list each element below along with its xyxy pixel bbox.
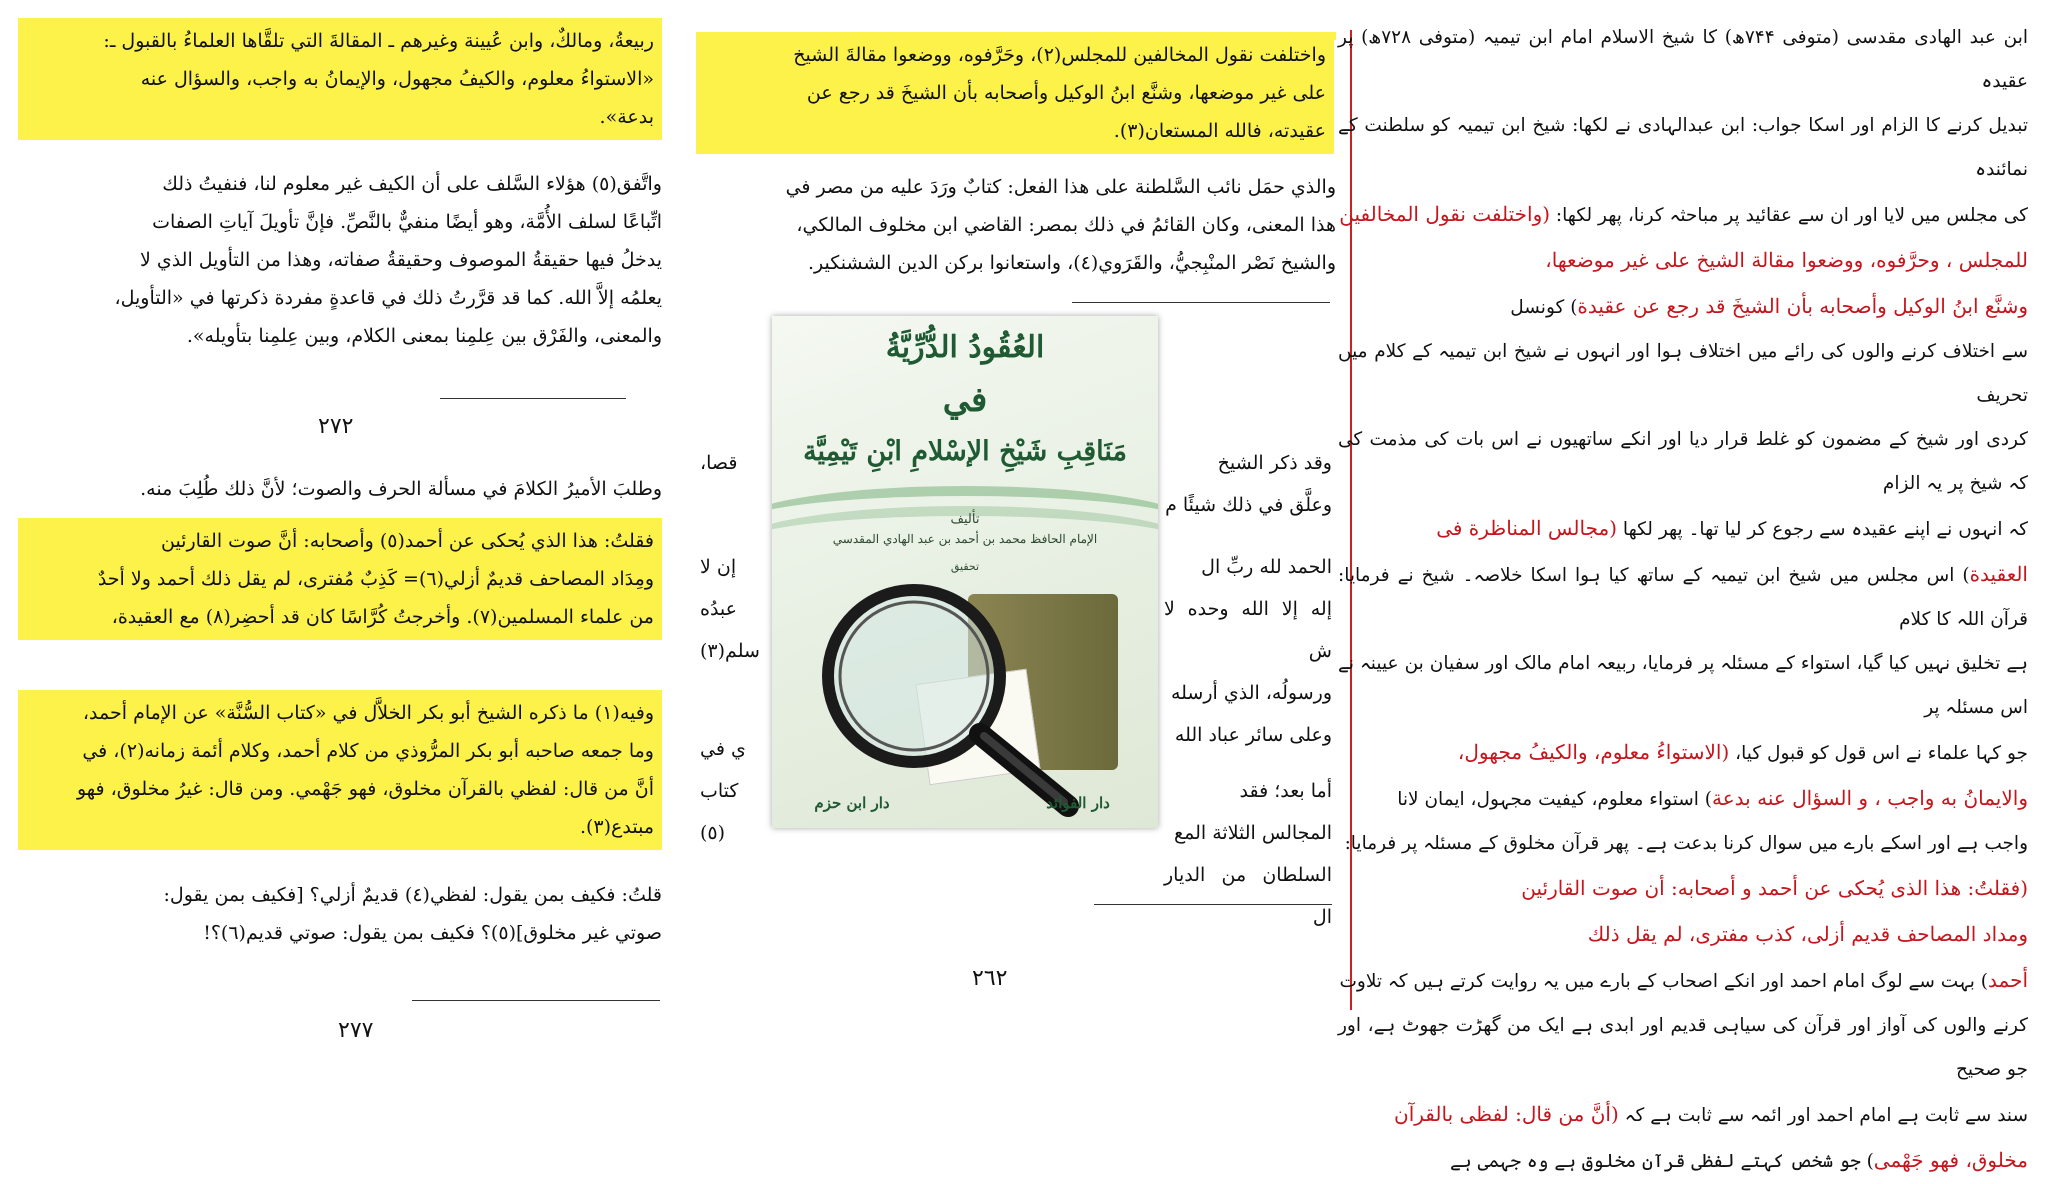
urdu-line	[1338, 866, 2028, 912]
urdu-text-segment: کردی اور شیخ کے مضمون کو غلط قرار دیا اور انکے ساتھیوں نے اس بات کی مذمت کی کہ شیخ پر یہ الزام	[1338, 429, 2028, 494]
paragraph-2	[22, 165, 662, 355]
text-line: وعلَّق في ذلك شيئًا م	[1165, 494, 1332, 516]
urdu-text-segment: ابن عبد الهادی مقدسی (متوفی ۷۴۴ھ) کا شیخ الاسلام امام ابن تیمیہ (متوفی ۷۲۸ھ) پر عقیدہ	[1338, 27, 2028, 92]
page-number: ٢٦٢	[972, 966, 1008, 991]
cover-title-main: مَنَاقِبِ شَيْخِ الإسْلامِ ابْنِ تَيْمِيَّة	[803, 436, 1127, 467]
urdu-line	[1338, 642, 2028, 730]
text-line: والذي حمَل نائب السَّلطنة على هذا الفعل: كتابٌ ورَدَ عليه من مصر في	[785, 176, 1336, 198]
text-line: فقلتُ: هذا الذي يُحكى عن أحمد(٥) وأصحابه: أنَّ صوت القارئين	[160, 530, 654, 552]
urdu-line	[1338, 506, 2028, 552]
text-line: ومِدَاد المصاحف قديمٌ أزلي(٦)= كَذِبٌ مُفترى، لم يقل ذلك أحمد ولا أحدٌ	[97, 568, 654, 590]
text-line: أنَّ من قال: لفظي بالقرآن مخلوق، فهو جَهْمي. ومن قال: غيرُ مخلوق، فهو	[76, 778, 654, 800]
arabic-quote: والايمانُ به واجب ، و السؤال عنه بدعة	[1712, 786, 2028, 810]
text-line: واختلفت نقول المخالفين للمجلس(٢)، وحَرَّفوه، ووضعوا مقالةَ الشيخ	[793, 44, 1326, 66]
cover-editor: تحقيق	[950, 560, 980, 573]
paragraph-4	[22, 876, 662, 952]
urdu-text-segment: ) اس مجلس میں شیخ ابن تیمیہ کے ساتھ کیا ہوا اسکا خلاصہ۔ شیخ نے فرمایا: قرآن اللہ کا کلام	[1338, 565, 2028, 630]
cover-publisher-right: دار الفوائد	[1046, 794, 1110, 812]
paragraph-2	[700, 168, 1336, 282]
footnote-rule	[1072, 302, 1330, 303]
cover-author-label: تأليف	[950, 512, 980, 527]
book-cover-image	[772, 316, 1158, 828]
right-page	[1336, 0, 2048, 1172]
arabic-quote: وشنَّع ابنُ الوكيل وأصحابه بأن الشيخَ قد رجع عن عقيدة	[1577, 294, 2028, 318]
urdu-text-segment: جو کہا علماء نے اس قول کو قبول کیا،	[1729, 743, 2028, 764]
text-line: إله إلا الله وحده لا ش	[1164, 598, 1332, 662]
text-line: ورسولُه، الذي أرسله	[1170, 682, 1332, 704]
text-line: قلتُ: فكيف بمن يقول: لفظي(٤) قديمٌ أزلي؟ [فكيف بمن يقول:	[163, 884, 662, 906]
text-line: (٥)	[700, 822, 726, 844]
text-line: مبتدع(٣).	[579, 816, 654, 838]
urdu-line	[1338, 730, 2028, 776]
urdu-text-segment: ) استواء معلوم، کیفیت مجہول، ایمان لانا	[1397, 789, 1713, 810]
footnote-rule	[440, 398, 626, 399]
text-line: السلطان من الديار ال	[1164, 864, 1332, 928]
text-line: قصا،	[700, 452, 738, 474]
footnote-rule	[412, 1000, 660, 1001]
urdu-text-segment: کی مجلس میں لایا اور ان سے عقائید پر مباحثہ کرنا، پھر لکھا:	[1550, 205, 2028, 226]
text-line: وفيه(١) ما ذكره الشيخ أبو بكر الخلاَّل في «كتاب السُّنَّة» عن الإمام أحمد،	[82, 702, 654, 724]
urdu-line	[1338, 16, 2028, 104]
highlight-block-2	[18, 518, 662, 640]
text-line: هذا المعنى، وكان القائمُ في ذلك بمصر: القاضي ابن مخلوف المالكي،	[796, 214, 1336, 236]
highlight-block-1	[18, 18, 662, 140]
urdu-line	[1338, 776, 2028, 822]
magnifying-glass-icon	[772, 316, 1158, 828]
urdu-text-segment: سند سے ثابت ہے امام احمد اور ائمہ سے ثابت ہے کہ	[1618, 1105, 2028, 1126]
text-line: «الاستواءُ معلوم، والكيفُ مجهول، والإيمانُ به واجب، والسؤال عنه	[140, 68, 654, 90]
paragraph-3	[22, 470, 662, 508]
urdu-line	[1338, 238, 2028, 284]
urdu-line	[1338, 418, 2028, 506]
urdu-line	[1338, 192, 2028, 238]
text-line: الحمد لله ربِّ ال	[1201, 556, 1332, 578]
urdu-text-segment: تبدیل کرنے کا الزام اور اسکا جواب: ابن عبدالہادی نے لکھا: شیخ ابن تیمیہ کو سلطنت کے نمائندہ	[1338, 115, 2028, 180]
urdu-line	[1338, 1004, 2028, 1092]
urdu-line	[1338, 104, 2028, 192]
arabic-quote: العقيدة	[1969, 562, 2028, 586]
urdu-text-segment: واجب ہے اور اسکے بارے میں سوال کرنا بدعت ہے۔ پھر قرآن مخلوق کے مسئلہ پر فرمایا:	[1344, 833, 2028, 854]
text-line: يدخلُ فيها حقيقةُ الموصوف وحقيقةُ صفاته، وهذا من التأويل الذي لا	[139, 249, 662, 271]
arabic-quote: (مجالس المناظرة فى	[1436, 516, 1618, 540]
cover-title-top: العُقُودُ الدُّرِّيَّةُ	[885, 330, 1045, 365]
arabic-quote: أحمد	[1988, 968, 2028, 992]
text-line: على غير موضعها، وشنَّع ابنُ الوكيل وأصحابه بأن الشيخَ قد رجع عن	[806, 82, 1326, 104]
text-line: صوتي غير مخلوق](٥)؟ فكيف بمن يقول: صوتي قديم(٦)؟!	[203, 922, 662, 944]
urdu-line	[1338, 284, 2028, 330]
text-line: من علماء المسلمين(٧). وأخرجتُ كُرَّاسًا كان قد أحضِر(٨) مع العقيدة،	[111, 606, 654, 628]
urdu-line	[1338, 552, 2028, 642]
arabic-quote: مخلوق، فهو جَهْمى	[1873, 1148, 2028, 1172]
urdu-text-segment: ) جو شخص کہتے لفظی قرآن مخلوق ہے وہ جہمی ہے	[1450, 1151, 1874, 1172]
text-line: وعلى سائر عباد الله	[1174, 724, 1332, 746]
urdu-line	[1338, 1138, 2028, 1184]
text-line: ربيعةُ، ومالكٌ، وابن عُيينة وغيرهم ـ المقالةَ التي تلقَّاها العلماءُ بالقبول ـ:	[103, 30, 654, 52]
arabic-quote: (واختلفت نقول المخالفين	[1339, 202, 1551, 226]
partial-text-right	[1164, 442, 1332, 938]
cover-title-mid: في	[942, 380, 988, 420]
text-line: بدعة».	[599, 106, 654, 128]
text-line: والمعنى، والفَرْق بين عِلمِنا بمعنى الكلام، وبين عِلمِنا بتأويله».	[186, 325, 662, 347]
arabic-quote: (الاستواءُ معلوم، والكيفُ مجهول،	[1457, 740, 1730, 764]
text-line: اتِّباعًا لسلف الأُمَّة، وهو أيضًا منفيٌّ بالنَّصِّ. فإنَّ تأويلَ آياتِ الصفات	[152, 211, 662, 233]
text-line: وطلبَ الأميرُ الكلامَ في مسألة الحرف والصوت؛ لأنَّ ذلك طُلِبَ منه.	[140, 478, 662, 500]
highlight-block-3	[18, 690, 662, 850]
text-line: وما جمعه صاحبه أبو بكر المرُّوذي من كلام أحمد، وكلام أئمة زمانه(٢)، في	[82, 740, 654, 762]
urdu-text-segment: ہے تخلیق نہیں کیا گیا، استواء کے مسئلہ پر فرمایا، ربیعہ امام مالک اور سفیان بن عیینہ نے اس مسئلہ پر	[1338, 653, 2028, 718]
text-line: واتَّفق(٥) هؤلاء السَّلف على أن الكيف غير معلوم لنا، فنفيتُ ذلك	[162, 173, 662, 195]
text-line: كتاب	[700, 780, 739, 802]
text-line: سلم(٣)	[700, 640, 760, 662]
urdu-text-segment: ) کونسل	[1510, 297, 1578, 318]
urdu-line	[1338, 330, 2028, 418]
urdu-text-segment: سے اختلاف کرنے والوں کی رائے میں اختلاف ہوا اور انہوں نے شیخ ابن تیمیہ کے کلام میں تحریف	[1338, 341, 2028, 406]
text-line: المجالس الثلاثة المع	[1174, 822, 1332, 844]
urdu-commentary	[1338, 16, 2028, 1184]
page-number: ٢٧٢	[318, 414, 354, 439]
urdu-line	[1338, 958, 2028, 1004]
cover-author: الإمام الحافظ محمد بن أحمد بن عبد الهادي المقدسي	[832, 532, 1098, 546]
text-line: يعلمُه إلاَّ الله. كما قد قرَّرتُ ذلك في قاعدةٍ مفردة ذكرتها في «التأويل،	[114, 287, 662, 309]
highlight-block-middle	[696, 32, 1334, 154]
text-line: وقد ذكر الشيخ	[1217, 452, 1332, 474]
text-line: ي في	[700, 738, 746, 760]
cover-publisher-left: دار ابن حزم	[814, 794, 890, 812]
urdu-text-segment: کہ انہوں نے اپنے عقیدہ سے رجوع کر لیا تھا۔ پھر لکھا	[1617, 519, 2028, 540]
urdu-line	[1338, 822, 2028, 866]
urdu-text-segment: کرنے والوں کی آواز اور قرآن کی سیاہی قدیم اور ابدی ہے ایک من گھڑت جھوٹ ہے، اور جو صحیح	[1338, 1015, 2028, 1080]
urdu-line	[1338, 912, 2028, 958]
arabic-quote: ومداد المصاحف قديم أزلى، كذب مفترى، لم يقل ذلك	[1587, 922, 2028, 946]
text-line: والشيخ نَصْر المنْبِجيُّ، والقَرَوي(٤)، واستعانوا بركن الدين الششنكير.	[808, 252, 1336, 274]
text-line: إن لا	[700, 556, 737, 578]
urdu-line	[1338, 1092, 2028, 1138]
arabic-quote: (فقلتُ: هذا الذى يُحكى عن أحمد و أصحابه: أن صوت القارئين	[1521, 876, 2028, 900]
partial-text-left	[700, 442, 776, 854]
text-line: عبدُه	[700, 598, 737, 620]
footnote-rule	[1094, 904, 1332, 905]
arabic-quote: (أنَّ من قال: لفظى بالقرآن	[1394, 1102, 1619, 1126]
page-number: ٢٧٧	[338, 1018, 374, 1043]
urdu-text-segment: ) بہت سے لوگ امام احمد اور انکے اصحاب کے بارے میں یہ روایت کرتے ہیں کہ تلاوت	[1339, 971, 1989, 992]
left-page	[0, 0, 676, 1047]
text-line: أما بعد؛ فقد	[1239, 780, 1332, 802]
arabic-quote: للمجلس ، وحرَّفوه، ووضعوا مقالة الشيخ على غير موضعها،	[1545, 248, 2028, 272]
text-line: عقيدته، فالله المستعان(٣).	[1113, 120, 1326, 142]
